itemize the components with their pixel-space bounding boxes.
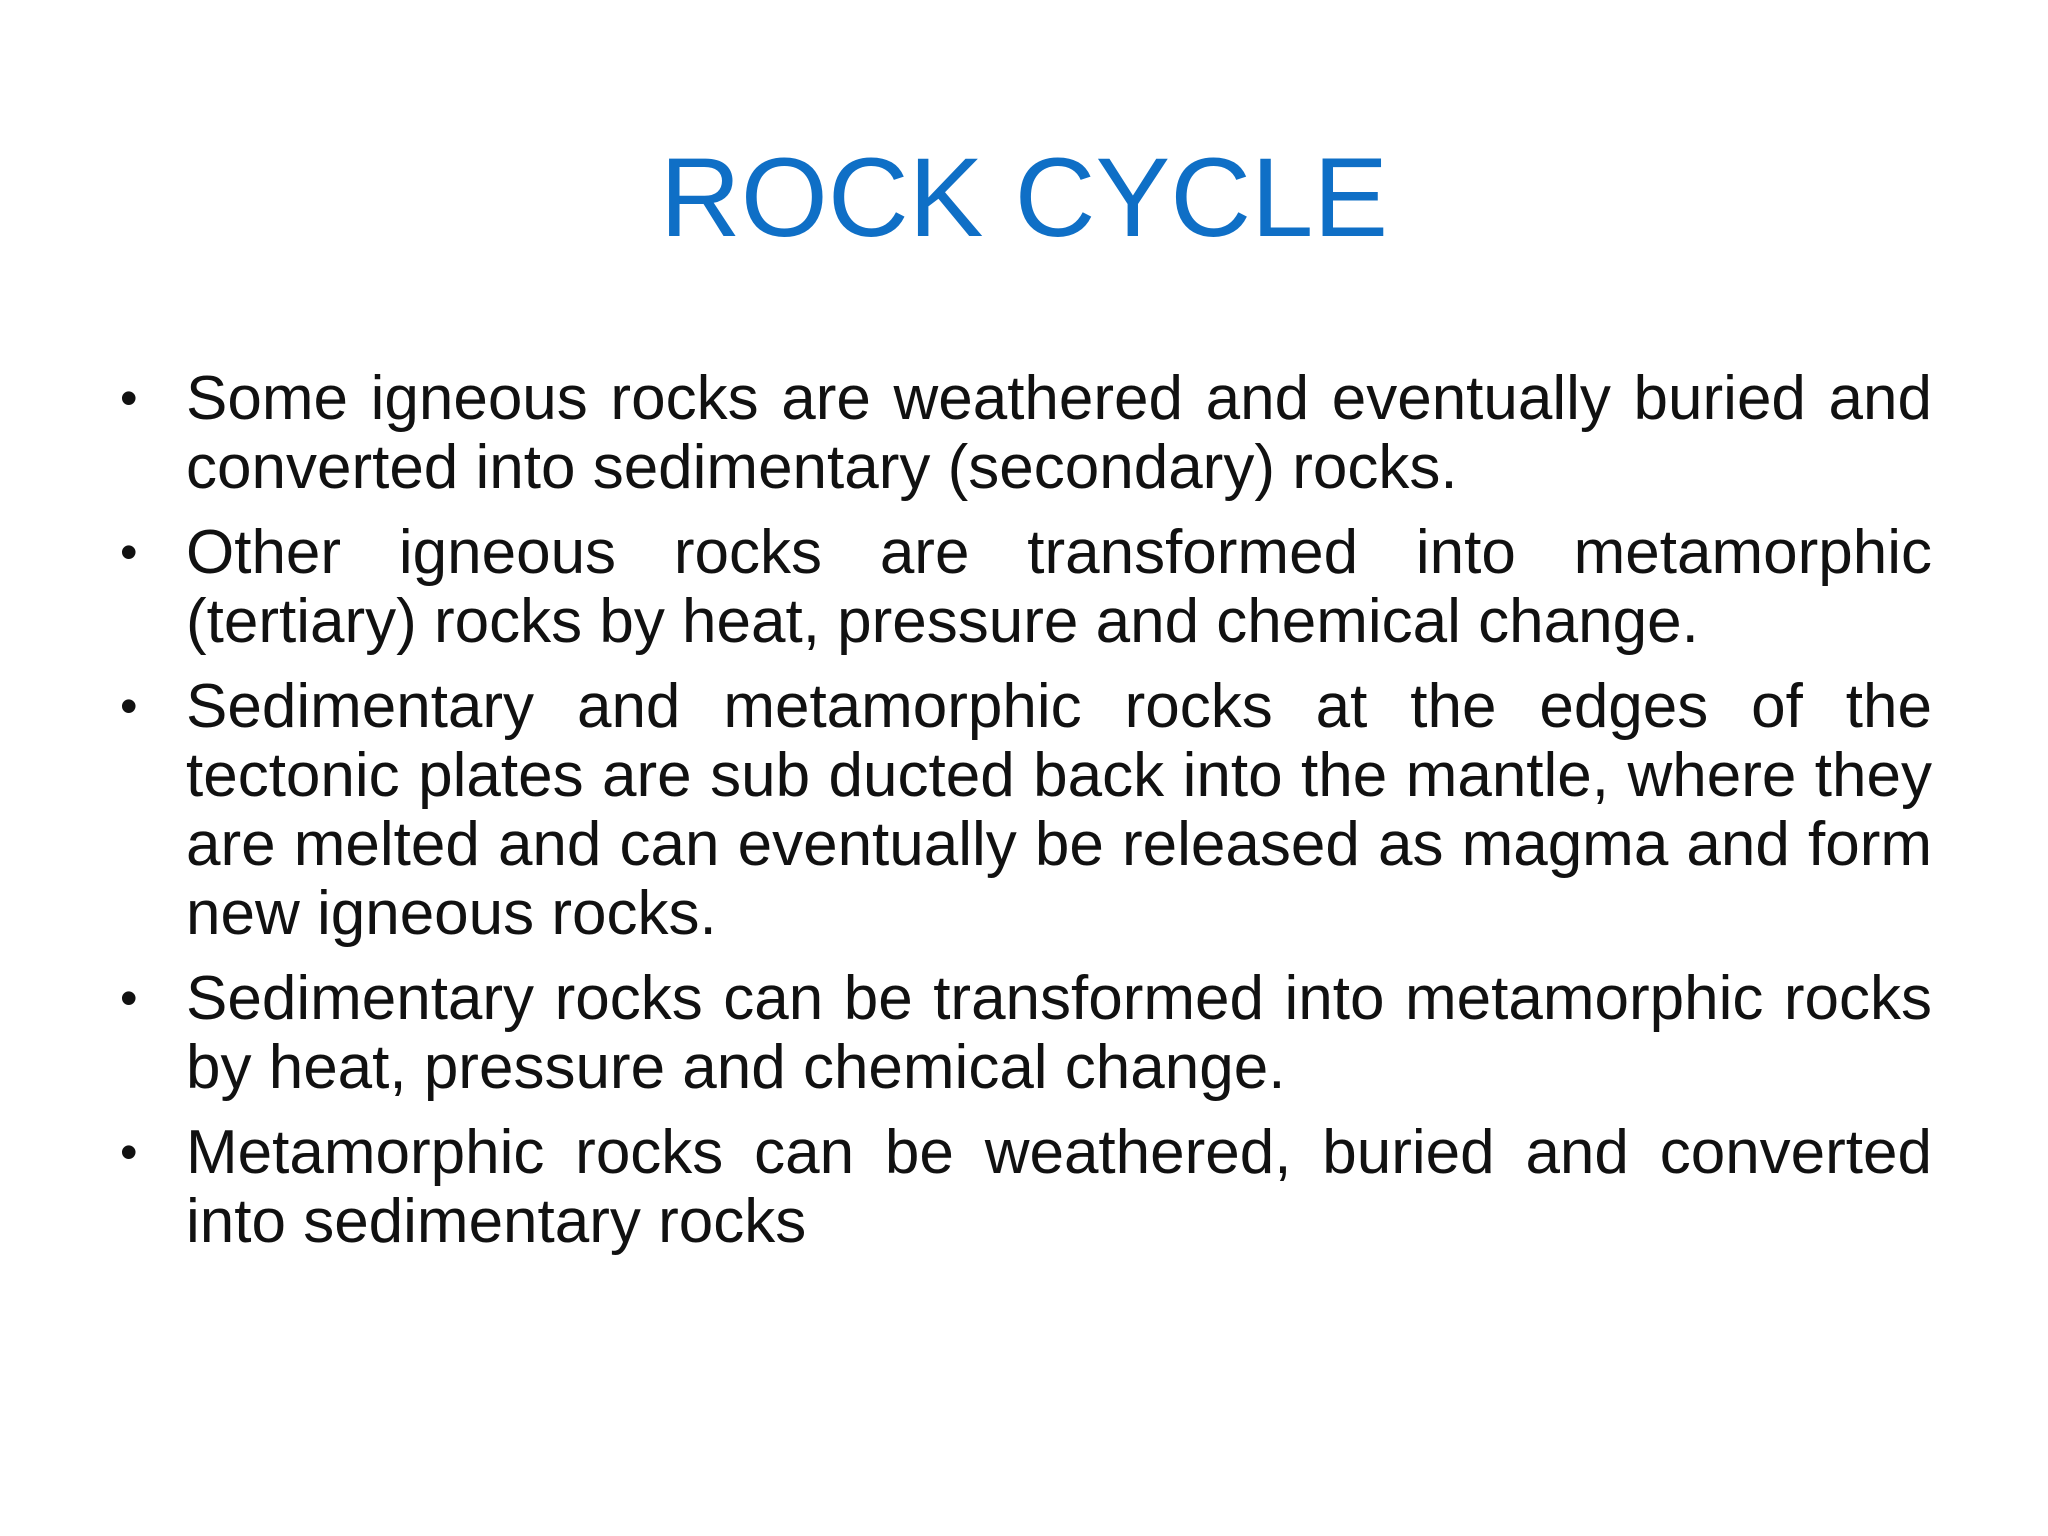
- bullet-item: [120, 964, 1932, 1102]
- bullet-icon: •: [120, 370, 138, 426]
- bullet-item: [120, 364, 1932, 502]
- bullet-text: Metamorphic rocks can be weathered, buried and converted into sedimentary rocks: [186, 1118, 1932, 1256]
- bullet-text: Other igneous rocks are transformed into metamorphic (tertiary) rocks by heat, pressure and chemical change.: [186, 518, 1932, 656]
- bullet-item: [120, 518, 1932, 656]
- bullet-item: [120, 672, 1932, 948]
- bullet-text: Sedimentary rocks can be transformed into metamorphic rocks by heat, pressure and chemical change.: [186, 964, 1932, 1102]
- bullet-text: Some igneous rocks are weathered and eventually buried and converted into sedimentary (secondary) rocks.: [186, 364, 1932, 502]
- bullet-list: [120, 364, 1932, 1272]
- bullet-icon: •: [120, 1124, 138, 1180]
- bullet-icon: •: [120, 970, 138, 1026]
- bullet-icon: •: [120, 678, 138, 734]
- slide-title: ROCK CYCLE: [659, 135, 1389, 260]
- bullet-text: Sedimentary and metamorphic rocks at the edges of the tectonic plates are sub ducted back into the mantle, where they are melted and can eventually be released as magma and form new igneous rocks.: [186, 672, 1932, 948]
- bullet-item: [120, 1118, 1932, 1256]
- bullet-icon: •: [120, 524, 138, 580]
